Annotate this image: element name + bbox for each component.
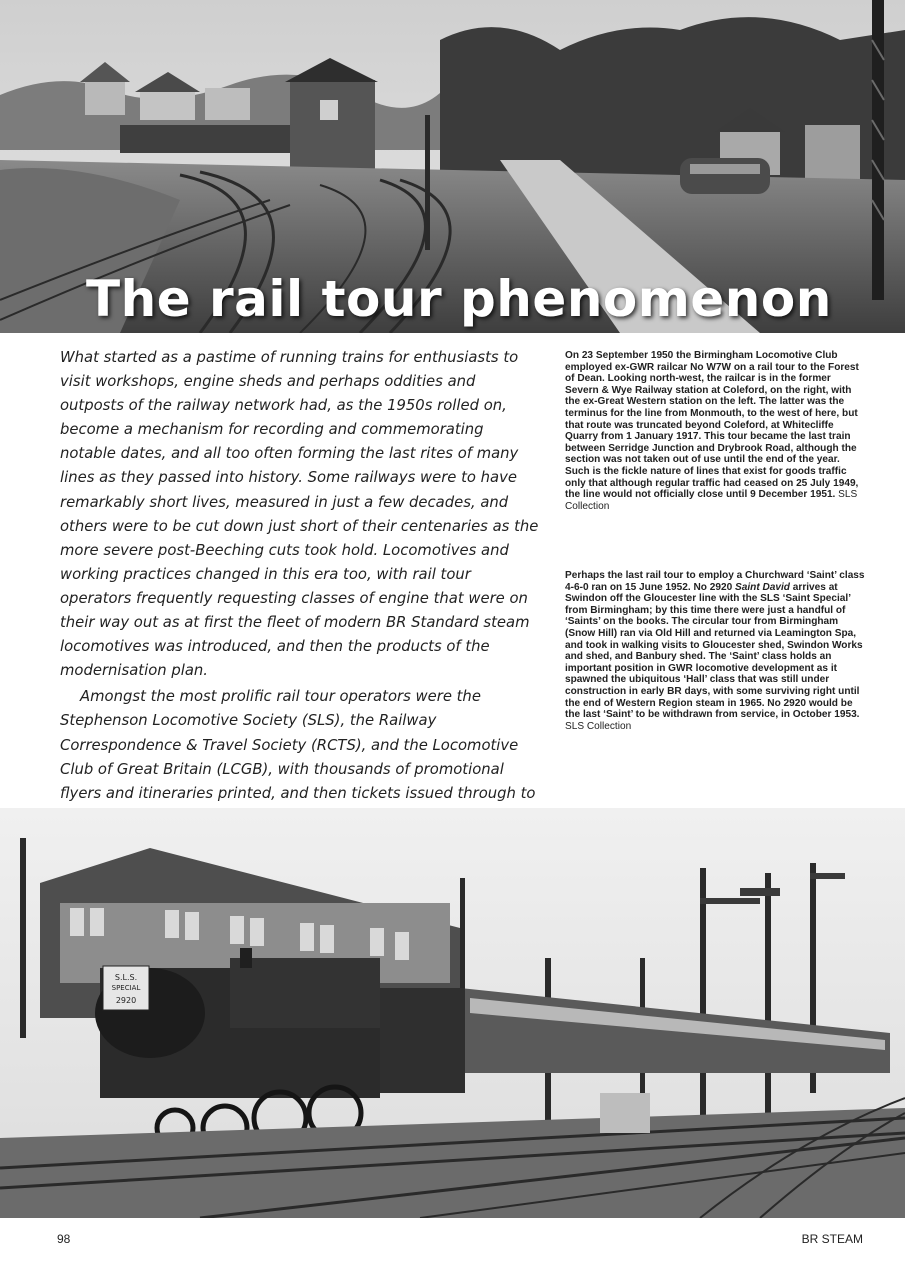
- caption-bottom-text-2: arrives at Swindon off the Gloucester line with the SLS ‘Saint Special’ from Birmingham; by this time there were just a handful of ‘Saints’ on the books. The circular tour from Birmingham (Snow Hill) ran via Old Hill and returned via Leamington Spa, and took in walking visits to Gloucester shed, Swindon Works and shed, and Banbury shed. The ‘Saint’ class holds an important position in GWR locomotive development as it spawned the ubiquitous ‘Hall’ class that was still under construction in early BR days, with some surviving right until the end of Western Region steam in 1965. No 2920 would be the last ‘Saint’ to be withdrawn from service, in October 1953.: [565, 581, 863, 721]
- caption-bottom-photo: [565, 570, 865, 732]
- page-number: 98: [57, 1232, 71, 1246]
- swindon-saint-special-photo: [0, 808, 905, 1218]
- intro-paragraph-1: What started as a pastime of running trains for enthusiasts to visit workshops, engine sheds and perhaps oddities and outposts of the railway network had, as the 1950s rolled on, become a mechanism for recording and commemorating notable dates, and all too often forming the last rites of many lines as they passed into history. Some railways were to have remarkably short lives, measured in just a few decades, and others were to be cut down just short of their centenaries as the more severe post-Beeching cuts took hold. Locomotives and working practices changed in this era too, with rail tour operators frequently requesting classes of engine that were on their way out as at first the fleet of modern BR Standard steam locomotives was introduced, and then the products of the modernisation plan.: [60, 349, 539, 680]
- article-title: The rail tour phenomenon: [86, 270, 832, 328]
- intro-paragraph-2: Amongst the most prolific rail tour operators were the Stephenson Locomotive Society (SLS), the Railway Correspondence & Travel Society (RCTS), and the Locomotive Club of Great Britain (LCGB), with thousands of promotional flyers and itineraries printed, and then tickets issued through to: [60, 688, 536, 802]
- intro-text: [60, 346, 540, 830]
- caption-bottom-text-1: Perhaps the last rail tour to employ a Churchward ‘Saint’ class 4-6-0 ran on 15 June 1952. No 2920: [565, 570, 865, 593]
- headboard-line-2: SPECIAL: [111, 984, 141, 992]
- smokebox-number: 2920: [115, 996, 137, 1005]
- caption-bottom-loco-name: Saint David: [735, 581, 790, 593]
- caption-top-credit: SLS Collection: [565, 489, 858, 512]
- caption-bottom-credit: SLS Collection: [565, 720, 632, 732]
- running-footer: BR STEAM: [801, 1232, 863, 1246]
- caption-top-text: On 23 September 1950 the Birmingham Locomotive Club employed ex-GWR railcar No W7W on a rail tour to the Forest of Dean. Looking north-west, the railcar is in the former Severn & Wye Railway station at Coleford, on the right, with the ex-Great Western station on the left. The latter was the terminus for the line from Monmouth, to the west of here, but that route was truncated beyond Coleford, at Whitecliffe Quarry from 1 January 1917. This tour became the last train between Serridge Junction and Drybrook Road, although the section was not taken out of use until the end of the year. Such is the fickle nature of lines that exist for goods traffic only that although regular traffic had ceased on 25 July 1949, the line would not officially close until 9 December 1951.: [565, 350, 859, 501]
- bottom-photograph: [0, 808, 905, 1218]
- caption-top-photo: [565, 350, 865, 512]
- top-photograph: [0, 0, 905, 333]
- headboard-line-1: S.L.S.: [114, 973, 138, 982]
